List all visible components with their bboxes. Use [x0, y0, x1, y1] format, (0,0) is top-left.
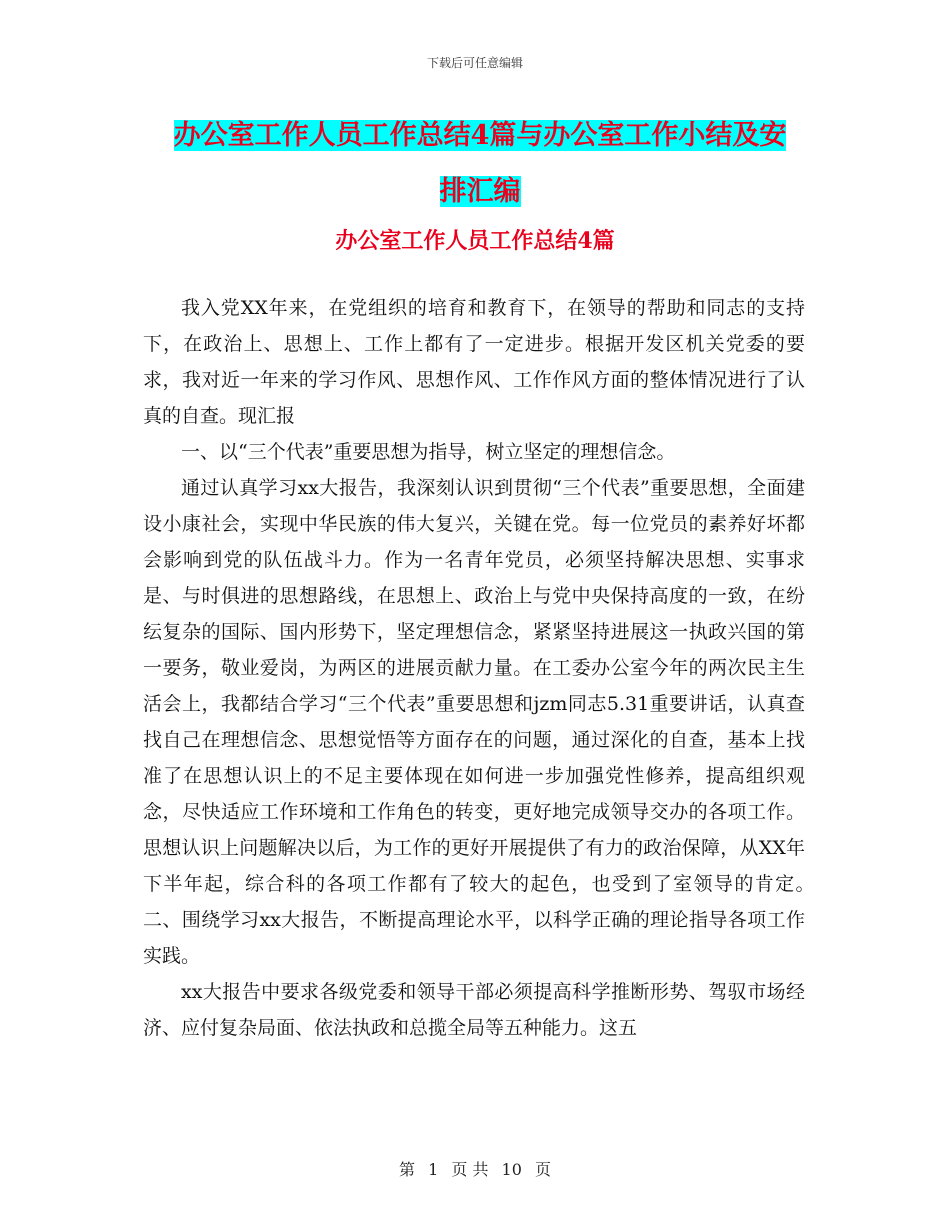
- page-footer: [0, 1157, 950, 1180]
- paragraph: 一、以“三个代表”重要思想为指导，树立坚定的理想信念。: [181, 441, 676, 463]
- page-mid: 页 共: [451, 1160, 489, 1179]
- page-total: 10: [501, 1160, 522, 1179]
- document-title-line-1: 办公室工作人员工作总结4篇与办公室工作小结及安: [173, 120, 787, 151]
- page-current: 1: [428, 1160, 439, 1179]
- header-note: 下载后可任意编辑: [426, 56, 523, 70]
- paragraph: 我入党XX年来，在党组织的培育和教育下，在领导的帮助和同志的支持下，在政治上、思想上、工作上都有了一定进步。根据开发区机关党委的要求，我对近一年来的学习作风、思想作风、工作作风方面的整体情况进行了认真的自查。现汇报: [143, 297, 805, 427]
- section-title: 办公室工作人员工作总结4篇: [335, 228, 615, 254]
- paragraph: 通过认真学习xx大报告，我深刻认识到贯彻“三个代表”重要思想，全面建设小康社会，实现中华民族的伟大复兴，关键在党。每一位党员的素养好坏都会影响到党的队伍战斗力。作为一名青年党员，必须坚持解决思想、实事求是、与时俱进的思想路线，在思想上、政治上与党中央保持高度的一致，在纷纭复杂的国际、国内形势下，坚定理想信念，紧紧坚持进展这一执政兴国的第一要务，敬业爱岗，为两区的进展贡献力量。在工委办公室今年的两次民主生活会上，我都结合学习“三个代表”重要思想和jzm同志5.31重要讲话，认真查找自己在理想信念、思想觉悟等方面存在的问题，通过深化的自查，基本上找准了在思想认识上的不足主要体现在如何进一步加强党性修养，提高组织观念，尽快适应工作环境和工作角色的转变，更好地完成领导交办的各项工作。思想认识上问题解决以后，为工作的更好开展提供了有力的政治保障，从XX年下半年起，综合科的各项工作都有了较大的起色，也受到了室领导的肯定。 二、围绕学习xx大报告，不断提高理论水平，以科学正确的理论指导各项工作实践。: [143, 477, 882, 967]
- document-title: [140, 108, 820, 220]
- page-prefix: 第: [398, 1160, 415, 1179]
- document-title-line-2: 排汇编: [439, 176, 521, 207]
- paragraph: xx大报告中要求各级党委和领导干部必须提高科学推断形势、驾驭市场经济、应付复杂局面、依法执政和总揽全局等五种能力。这五: [143, 981, 805, 1039]
- page-suffix: 页: [535, 1160, 552, 1179]
- document-body: [143, 290, 882, 1046]
